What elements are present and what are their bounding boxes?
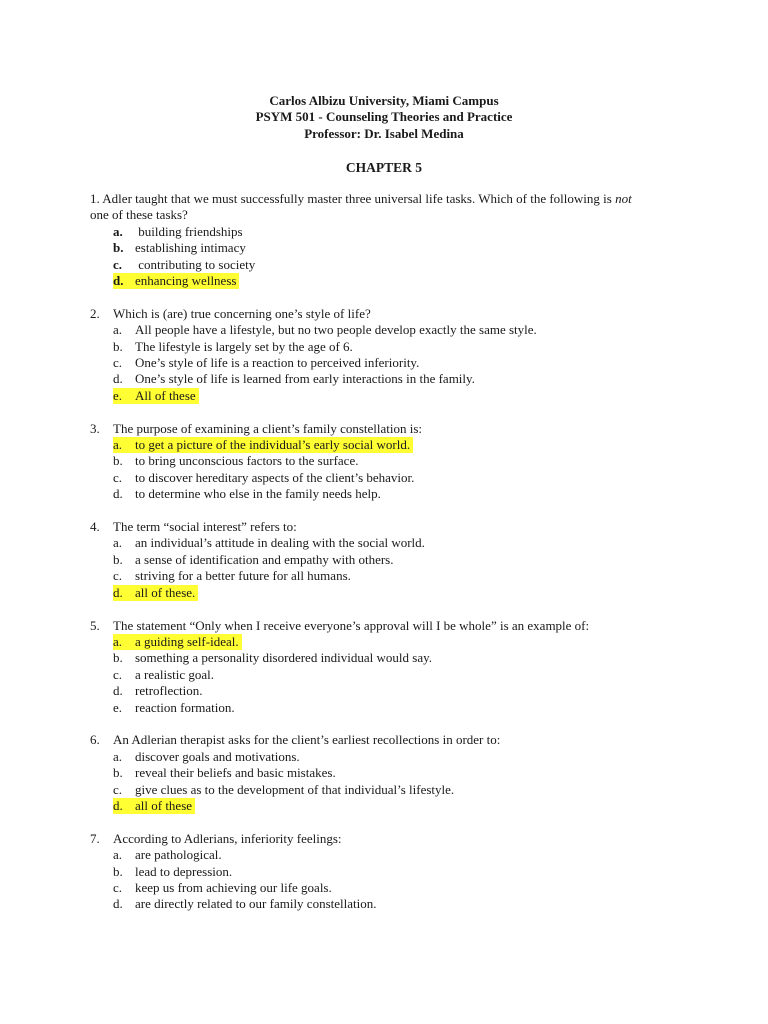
option-c bbox=[113, 667, 690, 683]
option-c bbox=[113, 257, 690, 273]
option-d-highlighted-answer bbox=[113, 273, 239, 289]
option-letter: c. bbox=[113, 568, 123, 584]
option-d bbox=[113, 486, 690, 502]
question-stem-text: According to Adlerians, inferiority feelings: bbox=[113, 830, 342, 846]
question-3-stem bbox=[90, 421, 690, 437]
question-stem-text: The purpose of examining a client’s family constellation is: bbox=[113, 420, 423, 436]
question-stem-text: Which is (are) true concerning one’s style of life? bbox=[113, 305, 371, 321]
option-d bbox=[113, 371, 690, 387]
question-1 bbox=[90, 191, 690, 289]
option-letter: a. bbox=[113, 633, 123, 649]
question-6-stem bbox=[90, 732, 690, 748]
option-a bbox=[113, 847, 690, 863]
question-2-stem bbox=[90, 306, 690, 322]
option-b bbox=[113, 453, 690, 469]
option-text: retroflection. bbox=[135, 683, 203, 699]
option-text: to get a picture of the individual’s early social world. bbox=[135, 437, 411, 453]
question-4 bbox=[90, 519, 690, 601]
option-letter: c. bbox=[113, 469, 123, 485]
option-text: enhancing wellness bbox=[135, 273, 237, 289]
option-c bbox=[113, 568, 690, 584]
option-letter: d. bbox=[113, 273, 124, 289]
option-letter: d. bbox=[113, 371, 123, 387]
option-letter: c. bbox=[113, 256, 123, 272]
option-text: All people have a lifestyle, but no two people develop exactly the same style. bbox=[135, 322, 537, 338]
question-7 bbox=[90, 831, 690, 913]
emphasis-text: not bbox=[615, 191, 632, 206]
option-text: All of these bbox=[135, 387, 196, 403]
option-letter: d. bbox=[113, 486, 123, 502]
question-number: 4. bbox=[90, 519, 100, 535]
option-d-highlighted-answer bbox=[113, 585, 198, 601]
question-2 bbox=[90, 306, 690, 404]
option-letter: e. bbox=[113, 699, 123, 715]
question-3 bbox=[90, 421, 690, 503]
option-letter: d. bbox=[113, 683, 123, 699]
option-letter: a. bbox=[113, 322, 123, 338]
question-list bbox=[90, 191, 690, 929]
question-number: 7. bbox=[90, 830, 100, 846]
option-c bbox=[113, 470, 690, 486]
option-letter: b. bbox=[113, 453, 123, 469]
option-a-highlighted-answer bbox=[113, 634, 242, 650]
option-text: something a personality disordered individual would say. bbox=[135, 650, 433, 666]
option-c bbox=[113, 782, 690, 798]
option-b bbox=[113, 240, 690, 256]
option-text: to discover hereditary aspects of the client’s behavior. bbox=[135, 469, 415, 485]
option-letter: b. bbox=[113, 863, 123, 879]
option-text: reaction formation. bbox=[135, 699, 235, 715]
option-a bbox=[113, 322, 690, 338]
option-text: an individual’s attitude in dealing with the social world. bbox=[135, 535, 425, 551]
option-b bbox=[113, 765, 690, 781]
question-stem-text: Adler taught that we must successfully master three universal life tasks. Which of the following is bbox=[102, 191, 616, 206]
option-text: are directly related to our family constellation. bbox=[135, 896, 377, 912]
option-b bbox=[113, 650, 690, 666]
question-1-stem bbox=[90, 191, 690, 207]
option-letter: b. bbox=[113, 338, 123, 354]
option-a bbox=[113, 224, 690, 240]
question-number: 1. bbox=[90, 191, 100, 206]
option-letter: a. bbox=[113, 535, 123, 551]
option-text: to determine who else in the family needs help. bbox=[135, 486, 381, 502]
option-text: establishing intimacy bbox=[135, 240, 246, 256]
question-4-stem bbox=[90, 519, 690, 535]
option-b bbox=[113, 552, 690, 568]
chapter-title: CHAPTER 5 bbox=[345, 160, 423, 175]
option-text: a sense of identification and empathy with others. bbox=[135, 551, 394, 567]
question-stem-text: The statement “Only when I receive everyone’s approval will I be whole” is an example of: bbox=[113, 617, 590, 633]
course-title: PSYM 501 - Counseling Theories and Practice bbox=[255, 109, 513, 125]
question-number: 2. bbox=[90, 305, 100, 321]
option-text: One’s style of life is a reaction to perceived inferiority. bbox=[135, 355, 420, 371]
option-d-highlighted-answer bbox=[113, 798, 195, 814]
option-text: a realistic goal. bbox=[135, 666, 215, 682]
option-text: keep us from achieving our life goals. bbox=[135, 879, 332, 895]
option-b bbox=[113, 339, 690, 355]
option-letter: b. bbox=[113, 240, 124, 256]
document-header bbox=[0, 93, 768, 142]
question-7-stem bbox=[90, 831, 690, 847]
option-text: give clues as to the development of that individual’s lifestyle. bbox=[135, 781, 455, 797]
question-stem-text: The term “social interest” refers to: bbox=[113, 519, 297, 535]
option-text: The lifestyle is largely set by the age of 6. bbox=[135, 338, 353, 354]
question-number: 6. bbox=[90, 732, 100, 748]
option-letter: c. bbox=[113, 879, 123, 895]
option-a-highlighted-answer bbox=[113, 437, 413, 453]
option-text: reveal their beliefs and basic mistakes. bbox=[135, 765, 336, 781]
option-letter: c. bbox=[113, 666, 123, 682]
option-letter: e. bbox=[113, 387, 123, 403]
question-stem-text: An Adlerian therapist asks for the client’s earliest recollections in order to: bbox=[113, 732, 501, 748]
option-a bbox=[113, 749, 690, 765]
university-name: Carlos Albizu University, Miami Campus bbox=[269, 93, 499, 108]
option-letter: a. bbox=[113, 223, 123, 239]
option-text: to bring unconscious factors to the surface. bbox=[135, 453, 359, 469]
question-6 bbox=[90, 732, 690, 814]
option-letter: a. bbox=[113, 748, 123, 764]
option-letter: b. bbox=[113, 650, 123, 666]
option-e bbox=[113, 700, 690, 716]
option-text: striving for a better future for all humans. bbox=[135, 568, 351, 584]
option-text: all of these. bbox=[135, 584, 196, 600]
question-5 bbox=[90, 618, 690, 716]
question-number: 5. bbox=[90, 617, 100, 633]
option-letter: a. bbox=[113, 437, 123, 453]
option-a bbox=[113, 535, 690, 551]
option-text: contributing to society bbox=[135, 256, 256, 272]
option-text: all of these bbox=[135, 797, 193, 813]
option-c bbox=[113, 355, 690, 371]
option-letter: c. bbox=[113, 355, 123, 371]
option-text: a guiding self-ideal. bbox=[135, 633, 239, 649]
option-e-highlighted-answer bbox=[113, 388, 199, 404]
option-letter: b. bbox=[113, 551, 123, 567]
option-letter: d. bbox=[113, 584, 123, 600]
professor-name: Professor: Dr. Isabel Medina bbox=[304, 125, 464, 141]
option-c bbox=[113, 880, 690, 896]
option-text: building friendships bbox=[135, 223, 243, 239]
option-b bbox=[113, 864, 690, 880]
question-number: 3. bbox=[90, 420, 100, 436]
option-d bbox=[113, 896, 690, 912]
option-letter: b. bbox=[113, 765, 123, 781]
option-letter: a. bbox=[113, 847, 123, 863]
option-letter: d. bbox=[113, 797, 123, 813]
option-text: discover goals and motivations. bbox=[135, 748, 300, 764]
option-letter: c. bbox=[113, 781, 123, 797]
option-text: are pathological. bbox=[135, 847, 222, 863]
question-5-stem bbox=[90, 618, 690, 634]
option-text: lead to depression. bbox=[135, 863, 233, 879]
question-1-stem-continued: one of these tasks? bbox=[90, 207, 188, 223]
option-text: One’s style of life is learned from early interactions in the family. bbox=[135, 371, 475, 387]
option-letter: d. bbox=[113, 896, 123, 912]
option-d bbox=[113, 683, 690, 699]
